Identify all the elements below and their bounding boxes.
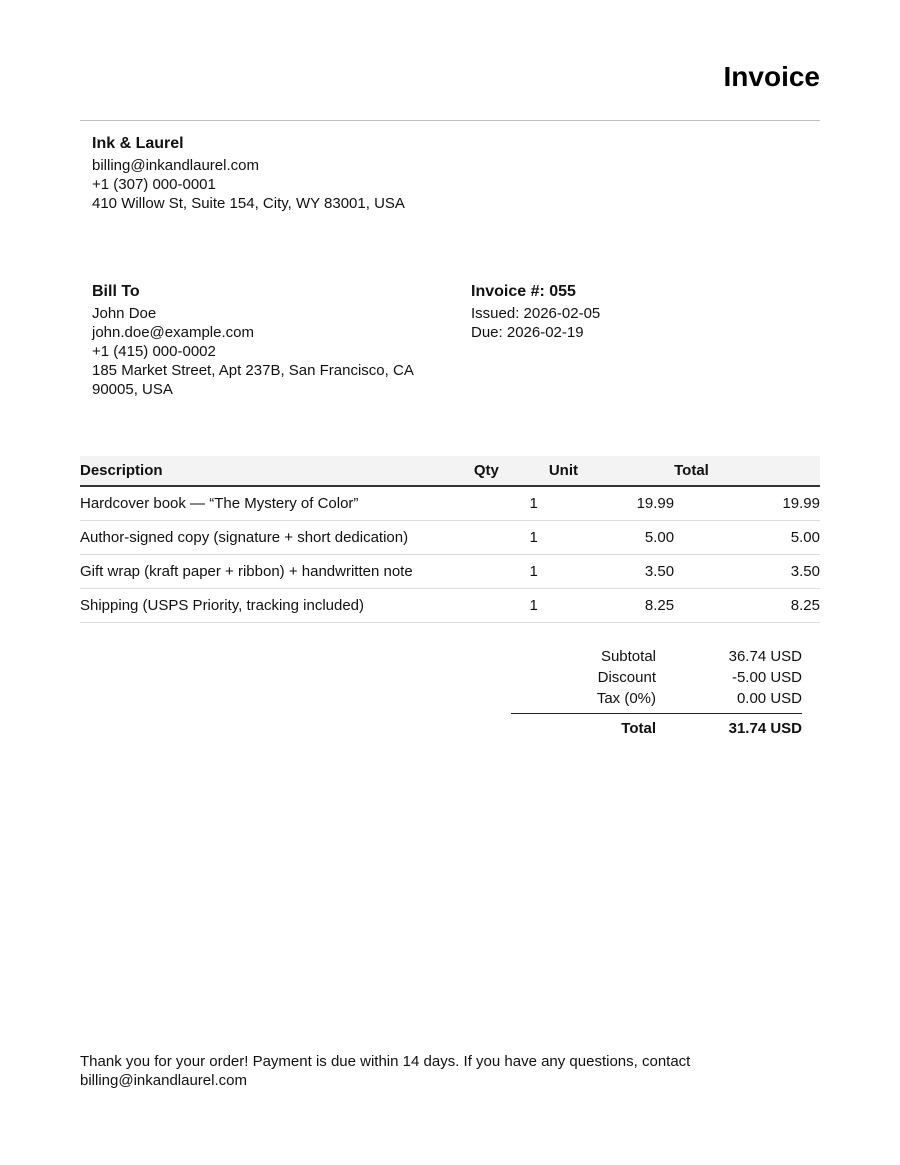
header-divider [80,120,820,121]
tax-value: 0.00 USD [736,690,802,707]
seller-phone: +1 (307) 000-0001 [92,176,216,193]
invoice-number: Invoice #: 055 [471,283,576,300]
item-unit-price: 8.25 [549,589,674,623]
customer-address: 185 Market Street, Apt 237B, San Francisco, CA 90005, USA [92,362,413,398]
column-header-description: Description [80,456,474,486]
table-row [80,555,820,589]
seller-name: Ink & Laurel [92,135,184,152]
tax-label: Tax (0%) [596,690,656,707]
tax-row [511,688,802,709]
item-qty: 1 [474,486,549,521]
table-row [80,589,820,623]
column-header-total: Total [674,456,820,486]
bill-to-block [92,282,432,399]
subtotal-label: Subtotal [600,648,656,665]
item-qty: 1 [474,555,549,589]
item-unit-price: 3.50 [549,555,674,589]
item-description: Shipping (USPS Priority, tracking included) [80,589,474,623]
item-qty: 1 [474,589,549,623]
table-header-row [80,456,820,486]
totals-summary [511,646,802,739]
item-description: Hardcover book — “The Mystery of Color” [80,486,474,521]
invoice-meta-block [471,282,600,342]
subtotal-row [511,646,802,667]
table-row [80,521,820,555]
column-header-qty: Qty [474,456,549,486]
customer-email: john.doe@example.com [92,324,254,341]
subtotal-value: 36.74 USD [728,648,802,665]
due-date: Due: 2026-02-19 [471,324,584,341]
invoice-title: Invoice [723,61,820,92]
seller-address: 410 Willow St, Suite 154, City, WY 83001, USA [92,195,405,212]
item-line-total: 3.50 [674,555,820,589]
customer-phone: +1 (415) 000-0002 [92,343,216,360]
totals-divider [511,713,802,714]
grand-total-label: Total [621,720,656,737]
line-items-table [80,456,820,623]
item-line-total: 19.99 [674,486,820,521]
item-line-total: 5.00 [674,521,820,555]
grand-total-row [511,718,802,739]
table-row [80,486,820,521]
column-header-unit: Unit [549,456,674,486]
discount-row [511,667,802,688]
seller-email: billing@inkandlaurel.com [92,157,259,174]
item-unit-price: 5.00 [549,521,674,555]
item-line-total: 8.25 [674,589,820,623]
discount-value: -5.00 USD [731,669,802,686]
item-description: Gift wrap (kraft paper + ribbon) + handwritten note [80,555,474,589]
item-description: Author-signed copy (signature + short dedication) [80,521,474,555]
customer-name: John Doe [92,305,157,322]
discount-label: Discount [597,669,656,686]
grand-total-value: 31.74 USD [728,720,802,737]
issued-date: Issued: 2026-02-05 [471,305,601,322]
seller-block [92,134,405,213]
item-qty: 1 [474,521,549,555]
bill-to-heading: Bill To [92,283,140,300]
item-unit-price: 19.99 [549,486,674,521]
footer-note: Thank you for your order! Payment is due within 14 days. If you have any questions, contact billing@inkandlaurel.com [80,1053,691,1089]
